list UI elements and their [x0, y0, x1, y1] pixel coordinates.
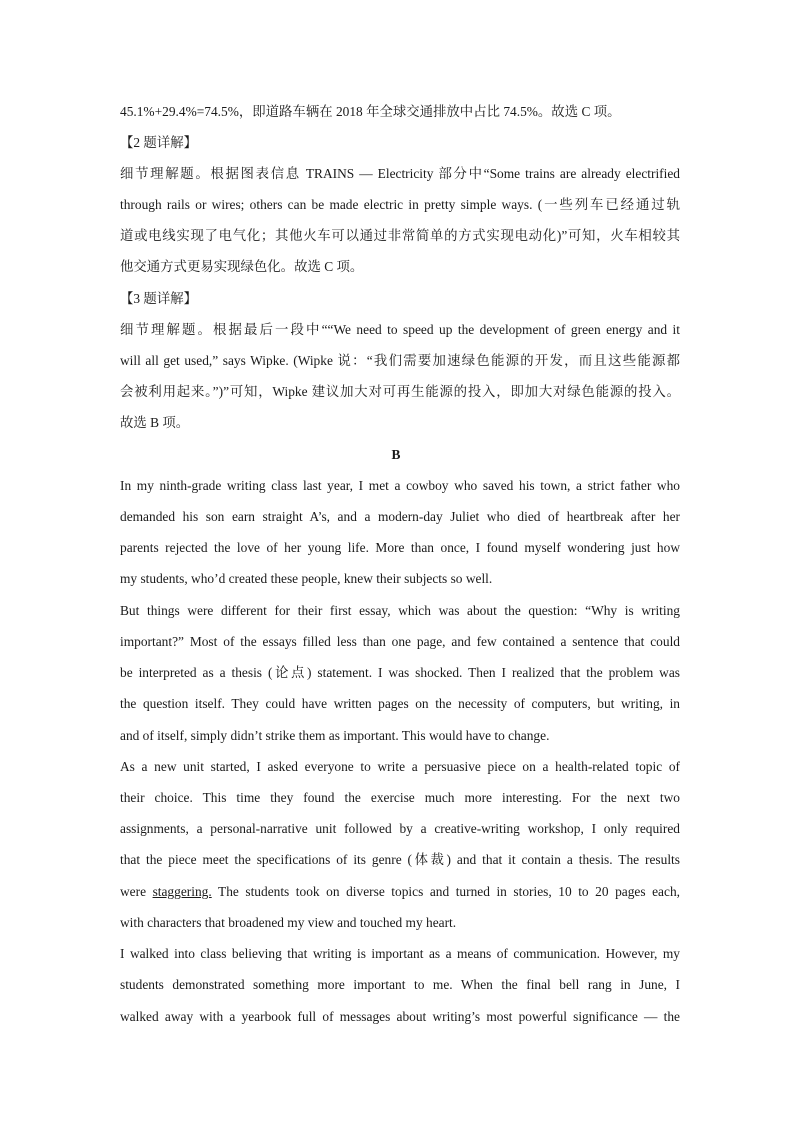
passage-line-14 — [120, 883, 680, 901]
q3-heading: 【3 题详解】 — [120, 291, 197, 306]
passage-line-5: But things were different for their first essay, which was about the question: “Why is writing — [120, 603, 680, 618]
q2-line-1: 细节理解题。根据图表信息 TRAINS — Electricity 部分中“Some trains are already electrified — [120, 166, 680, 181]
underlined-vocab-word: staggering. — [152, 884, 212, 899]
q2-line-4: 他交通方式更易实现绿色化。故选 C 项。 — [120, 259, 364, 274]
q2-line-3: 道或电线实现了电气化；其他火车可以通过非常简单的方式实现电动化)”可知，火车相较其 — [120, 228, 680, 243]
passage-line-18: walked away with a yearbook full of messages about writing’s most powerful significance — the — [120, 1009, 680, 1024]
passage-line-6: important?” Most of the essays filled less than one page, and few contained a sentence that could — [120, 634, 680, 649]
passage-line-15: with characters that broadened my view and touched my heart. — [120, 915, 457, 930]
passage-line-1: In my ninth-grade writing class last year, I met a cowboy who saved his town, a strict father who — [120, 478, 680, 493]
passage-line-16: I walked into class believing that writing is important as a means of communication. However, my — [120, 946, 680, 961]
q2-line-2: through rails or wires; others can be made electric in pretty simple ways. (一些列车已经通过轨 — [120, 197, 680, 212]
q3-line-3: 会被利用起来。”)”可知，Wipke 建议加大对可再生能源的投入，即加大对绿色能源的投入。 — [120, 384, 680, 399]
line-14-prefix: were — [120, 884, 153, 899]
passage-line-3: parents rejected the love of her young life. More than once, I found myself wondering just how — [120, 540, 680, 555]
q1-answer-tail: 45.1%+29.4%=74.5%，即道路车辆在 2018 年全球交通排放中占比 74.5%。故选 C 项。 — [120, 104, 621, 119]
passage-line-8: the question itself. They could have written pages on the necessity of computers, but writing, in — [120, 696, 680, 711]
q3-line-4: 故选 B 项。 — [120, 415, 190, 430]
passage-line-17: students demonstrated something more important to me. When the final bell rang in June, I — [120, 977, 680, 992]
passage-line-4: my students, who’d created these people, knew their subjects so well. — [120, 571, 493, 586]
q3-line-2: will all get used,” says Wipke. (Wipke 说：“我们需要加速绿色能源的开发，而且这些能源都 — [120, 353, 680, 368]
passage-line-9: and of itself, simply didn’t strike them as important. This would have to change. — [120, 728, 550, 743]
passage-line-12: assignments, a personal-narrative unit followed by a creative-writing workshop, I only required — [120, 821, 680, 836]
passage-line-10: As a new unit started, I asked everyone to write a persuasive piece on a health-related topic of — [120, 759, 680, 774]
q2-heading: 【2 题详解】 — [120, 135, 197, 150]
line-14-rest: The students took on diverse topics and turned in stories, 10 to 20 pages each, — [218, 884, 680, 899]
passage-line-13: that the piece meet the specifications of its genre (体裁) and that it contain a thesis. The results — [120, 852, 680, 867]
passage-b-heading: B — [391, 447, 401, 462]
q3-line-1: 细节理解题。根据最后一段中““We need to speed up the development of green energy and it — [120, 322, 680, 337]
passage-line-11: their choice. This time they found the exercise much more interesting. For the next two — [120, 790, 680, 805]
passage-line-7: be interpreted as a thesis (论点) statement. I was shocked. Then I realized that the problem was — [120, 665, 680, 680]
passage-line-2: demanded his son earn straight A’s, and a modern-day Juliet who died of heartbreak after her — [120, 509, 680, 524]
